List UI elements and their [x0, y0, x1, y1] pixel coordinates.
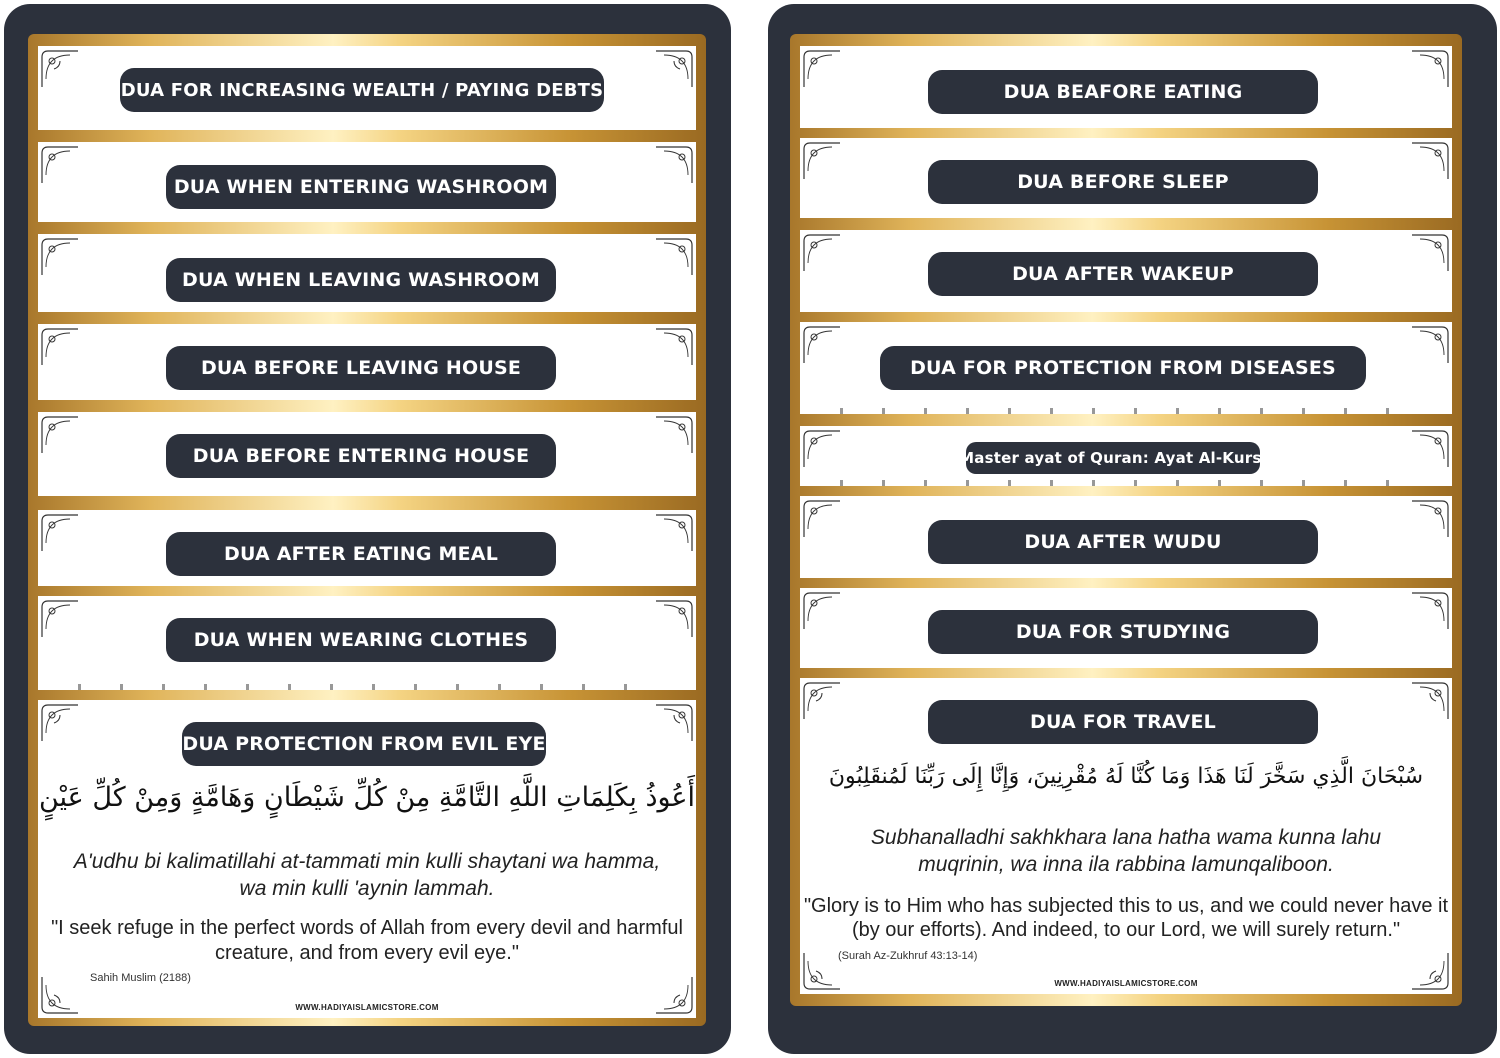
left-panel-2: [38, 142, 696, 222]
title-pill: DUA WHEN WEARING CLOTHES: [166, 618, 556, 662]
title-pill: DUA AFTER EATING MEAL: [166, 532, 556, 576]
corner-ornament-icon: [802, 429, 842, 469]
corner-ornament-icon: [802, 591, 842, 631]
left-panel-1: [38, 46, 696, 130]
featured-title-pill: DUA FOR TRAVEL: [928, 700, 1318, 744]
hadith-source: Sahih Muslim (2188): [90, 972, 191, 984]
corner-ornament-icon: [40, 599, 80, 639]
right-panel-4: [800, 322, 1452, 414]
left-dua-card: [4, 4, 731, 1054]
corner-ornament-icon: [654, 415, 694, 455]
title-pill: DUA BEAFORE EATING: [928, 70, 1318, 114]
website-footer: WWW.HADIYAISLAMICSTORE.COM: [1054, 979, 1198, 988]
right-gold-frame: [790, 34, 1462, 1006]
cut-text-line: [78, 684, 656, 690]
right-panel-1: [800, 46, 1452, 128]
corner-ornament-icon: [654, 513, 694, 553]
corner-ornament-icon: [1410, 429, 1450, 469]
corner-ornament-icon: [654, 599, 694, 639]
title-pill: DUA AFTER WUDU: [928, 520, 1318, 564]
title-pill: DUA BEFORE LEAVING HOUSE: [166, 346, 556, 390]
left-featured-panel: [38, 700, 696, 1018]
corner-ornament-icon: [802, 233, 842, 273]
corner-ornament-icon: [40, 145, 80, 185]
left-panel-3: [38, 234, 696, 312]
corner-ornament-icon: [1410, 591, 1450, 631]
translation-line-1: "Glory is to Him who has subjected this to us, and we could never have it: [803, 895, 1449, 917]
corner-ornament-icon: [40, 703, 80, 743]
right-panel-2: [800, 138, 1452, 218]
corner-ornament-icon: [1410, 325, 1450, 365]
corner-ornament-icon: [1410, 233, 1450, 273]
translation-line-2: creature, and from every evil eye.": [215, 942, 519, 964]
right-featured-panel: [800, 678, 1452, 994]
cut-text-line: [840, 480, 1412, 486]
left-panel-6: [38, 510, 696, 586]
title-pill: DUA BEFORE ENTERING HOUSE: [166, 434, 556, 478]
title-pill: Master ayat of Quran: Ayat Al-Kursi: [966, 442, 1260, 474]
website-footer: WWW.HADIYAISLAMICSTORE.COM: [295, 1003, 439, 1012]
right-panel-7: [800, 588, 1452, 668]
corner-ornament-icon: [40, 49, 80, 89]
title-pill: DUA FOR STUDYING: [928, 610, 1318, 654]
title-pill: DUA FOR INCREASING WEALTH / PAYING DEBTS: [120, 68, 604, 112]
corner-ornament-icon: [40, 327, 80, 367]
left-panel-5: [38, 412, 696, 496]
corner-ornament-icon: [654, 237, 694, 277]
left-gold-frame: [28, 34, 706, 1026]
corner-ornament-icon: [1410, 499, 1450, 539]
transliteration-line-2: wa min kulli 'aynin lammah.: [239, 877, 495, 900]
corner-ornament-icon: [1410, 681, 1450, 721]
featured-title-pill: DUA PROTECTION FROM EVIL EYE: [182, 722, 546, 766]
corner-ornament-icon: [1410, 49, 1450, 89]
quran-source: (Surah Az-Zukhruf 43:13-14): [838, 950, 978, 962]
arabic-dua-text: سُبْحَانَ الَّذِي سَخَّرَ لَنَا هَذَا وَمَا كُنَّا لَهُ مُقْرِنِينَ، وَإِنَّا إِلَى رَبِّنَا لَمُنقَلِبُونَ: [828, 764, 1424, 789]
title-pill: DUA WHEN ENTERING WASHROOM: [166, 165, 556, 209]
cut-text-line: [840, 408, 1412, 414]
right-panel-5: [800, 426, 1452, 486]
translation-line-1: "I seek refuge in the perfect words of Allah from every devil and harmful: [51, 917, 683, 939]
corner-ornament-icon: [802, 681, 842, 721]
title-pill: DUA AFTER WAKEUP: [928, 252, 1318, 296]
corner-ornament-icon: [40, 415, 80, 455]
title-pill: DUA WHEN LEAVING WASHROOM: [166, 258, 556, 302]
left-panel-4: [38, 324, 696, 400]
corner-ornament-icon: [802, 499, 842, 539]
corner-ornament-icon: [1410, 141, 1450, 181]
transliteration-line-2: muqrinin, wa inna ila rabbina lamunqaliboon.: [918, 853, 1334, 876]
title-pill: DUA FOR PROTECTION FROM DISEASES: [880, 346, 1366, 390]
title-pill: DUA BEFORE SLEEP: [928, 160, 1318, 204]
right-panel-6: [800, 496, 1452, 578]
corner-ornament-icon: [802, 141, 842, 181]
corner-ornament-icon: [654, 327, 694, 367]
corner-ornament-icon: [40, 513, 80, 553]
arabic-dua-text: أَعُوذُ بِكَلِمَاتِ اللَّهِ التَّامَّةِ مِنْ كُلِّ شَيْطَانٍ وَهَامَّةٍ وَمِنْ كُلِّ عَيْنٍ: [38, 782, 696, 813]
transliteration-line-1: A'udhu bi kalimatillahi at-tammati min kulli shaytani wa hamma,: [73, 850, 661, 873]
corner-ornament-icon: [654, 703, 694, 743]
translation-line-2: (by our efforts). And indeed, to our Lord, we will surely return.": [851, 919, 1401, 941]
corner-ornament-icon: [654, 49, 694, 89]
corner-ornament-icon: [654, 145, 694, 185]
corner-ornament-icon: [802, 49, 842, 89]
corner-ornament-icon: [802, 325, 842, 365]
right-dua-card: [768, 4, 1497, 1054]
transliteration-line-1: Subhanalladhi sakhkhara lana hatha wama kunna lahu: [870, 826, 1382, 849]
corner-ornament-icon: [40, 237, 80, 277]
right-panel-3: [800, 230, 1452, 312]
left-panel-7: [38, 596, 696, 690]
